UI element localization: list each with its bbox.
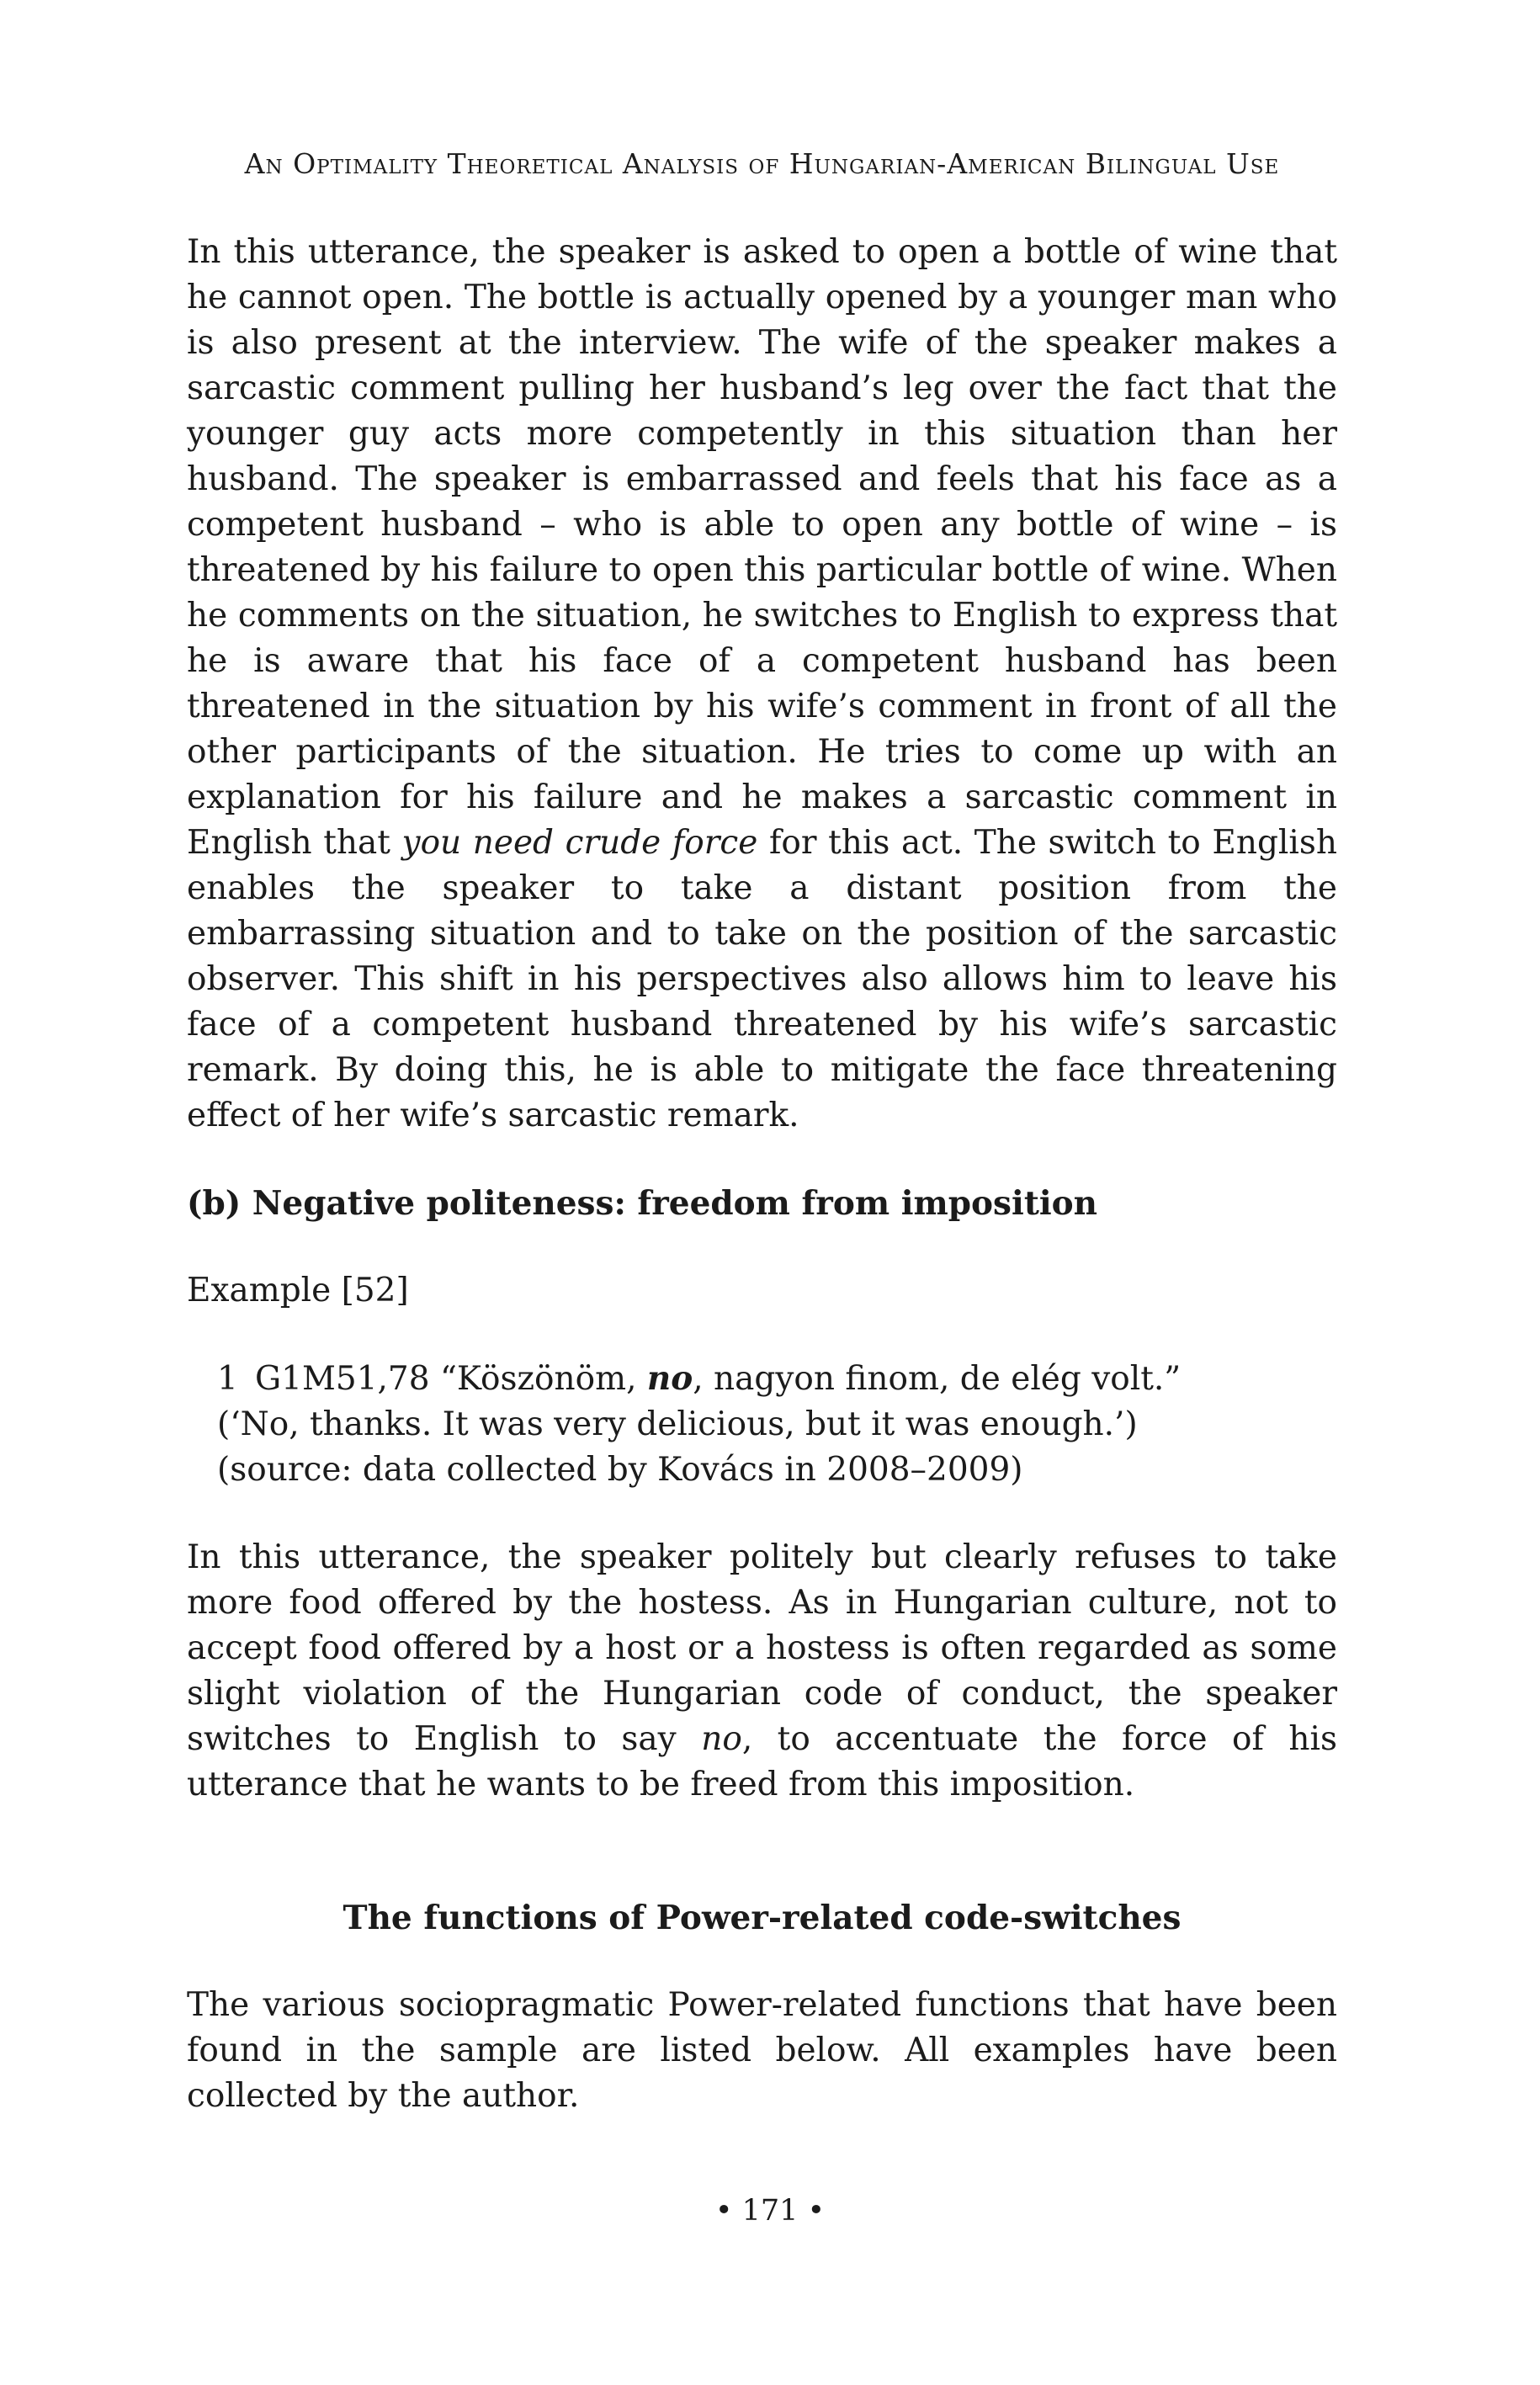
- paragraph-1-text-a: In this utterance, the speaker is asked to open a bottle of wine that he cannot open. The bottle is actually opened by a younger man who is also present at the interview. The wife of the speaker makes a sarcastic comment pulling her husband’s leg over the fact that the younger guy acts more competently in this situation than her husband. The speaker is embarrassed and feels that his face as a competent husband – who is able to open any bottle of wine – is threatened by his failure to open this particular bottle of wine. When he comments on the situation, he switches to English to express that he is aware that his face of a competent husband has been threatened in the situation by his wife’s comment in front of all the other participants of the situation. He tries to come up with an explanation for his failure and he makes a sarcastic comment in English that: [187, 232, 1337, 862]
- paragraph-2-italic: no: [701, 1719, 742, 1758]
- paragraph-1: [187, 230, 1337, 1139]
- example-quote-b: , nagyon finom, de elég volt.”: [693, 1359, 1182, 1398]
- example-label: Example [52]: [187, 1271, 409, 1309]
- section-heading-power-functions: The functions of Power-related code-switches: [343, 1898, 1182, 1937]
- paragraph-3: The various sociopragmatic Power-related functions that have been found in the sample are listed below. All examples have been collected by the author.: [187, 1985, 1337, 2115]
- example-quote-emphasis: no: [646, 1358, 693, 1398]
- paragraph-2: [187, 1535, 1337, 1808]
- example-speaker-code: G1M51,78: [255, 1359, 430, 1398]
- example-quote-line: [217, 1356, 1337, 1402]
- example-block: [187, 1356, 1337, 1493]
- paragraph-1-text-b: for this act. The switch to English enables the speaker to take a distant position from the embarrassing situation and to take on the position of the sarcastic observer. This shift in his perspectives also allows him to leave his face of a competent husband threatened by his wife’s sarcastic remark. By doing this, he is able to mitigate the face threatening effect of her wife’s sarcastic remark.: [187, 823, 1338, 1134]
- paragraph-1-italic: you need crude force: [401, 823, 758, 862]
- example-line-number: 1: [217, 1359, 238, 1398]
- subheading-negative-politeness: (b) Negative politeness: freedom from imposition: [187, 1183, 1098, 1223]
- example-quote-a: “Köszönöm,: [439, 1359, 647, 1398]
- paragraph-2-text-a: In this utterance, the speaker politely but clearly refuses to take more food offered by the hostess. As in Hungarian culture, not to accept food offered by a host or a hostess is often regarded as some slight violation of the Hungarian code of conduct, the speaker switches to English to say: [187, 1538, 1337, 1758]
- paragraph-2-text-b: , to accentuate the force of his utterance that he wants to be freed from this imposition.: [187, 1719, 1337, 1803]
- example-translation: (‘No, thanks. It was very delicious, but it was enough.’): [217, 1405, 1138, 1443]
- page-body: [187, 147, 1337, 2119]
- running-head: An Optimality Theoretical Analysis of Hungarian-American Bilingual Use: [244, 147, 1280, 180]
- example-source: (source: data collected by Kovács in 2008–2009): [217, 1450, 1023, 1489]
- page-number: • 171 •: [714, 2194, 826, 2228]
